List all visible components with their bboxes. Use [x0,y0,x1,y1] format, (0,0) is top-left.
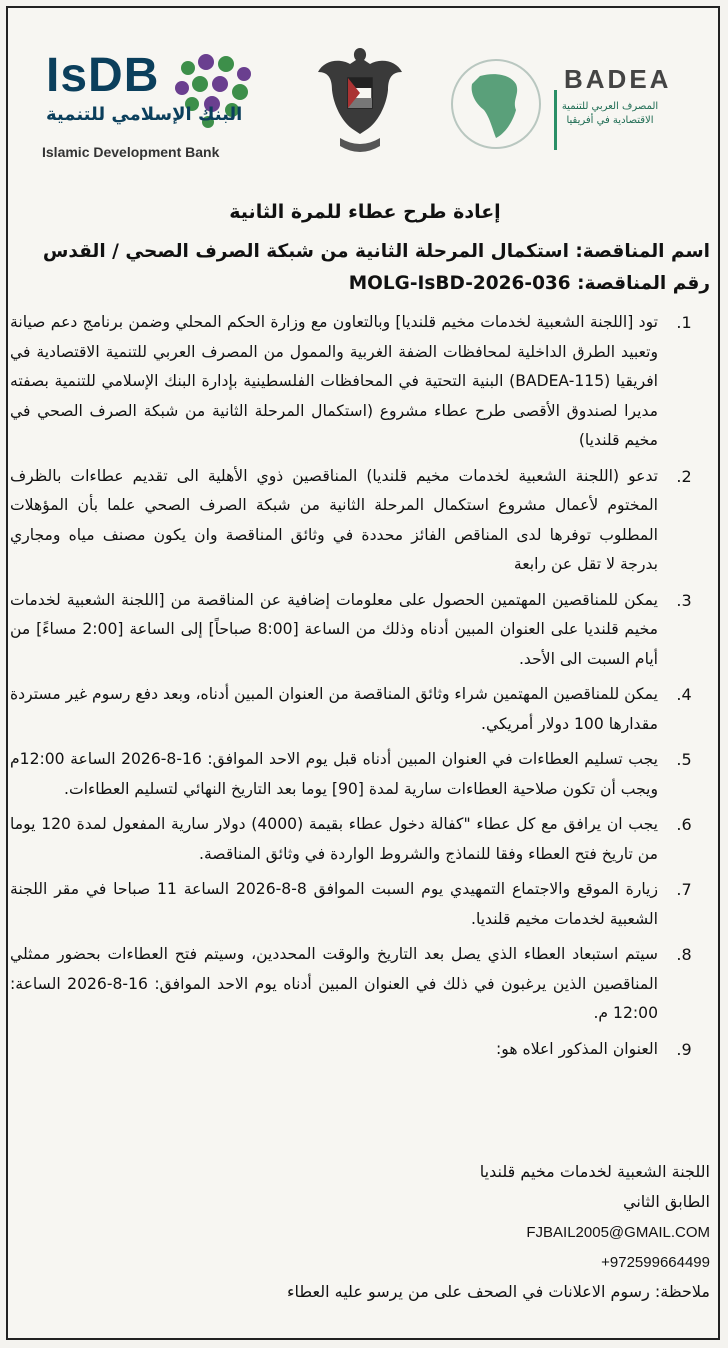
badea-logo-text: BADEA [564,64,672,94]
tender-reference: رقم المناقصة: MOLG-IsBD-2026-036 [348,273,710,294]
list-item [10,875,710,934]
item-text: العنوان المذكور اعلاه هو: [496,1039,658,1058]
address-email-row [20,1222,710,1241]
list-item [10,1035,710,1065]
note: ملاحظة: رسوم الاعلانات في الصحف على من يرسو عليه العطاء [287,1282,710,1301]
item-text: تود [اللجنة الشعبية لخدمات مخيم قلنديا] وبالتعاون مع وزارة الحكم المحلي وضمن برنامج دعم صيانة وتعبيد الطرق الداخلية لمحافظات الضفة الغربية والممول من المصرف العربي للتنمية الاقتصادية في افريقيا (BADEA-115) البنية التحتية في المحافظات الفلسطينية بإدارة البنك الإسلامي للتنمية بصفته مديرا لصندوق الأقصى طرح عطاء مشروع (استكمال المرحلة الثانية من شبكة الصرف الصحي في مخيم قلنديا) [10,313,658,449]
terms-list [10,308,710,1070]
isdb-logo [38,48,268,168]
announcement-heading: إعادة طرح عطاء للمرة الثانية [229,201,501,223]
list-item [10,308,710,456]
item-number: .4 [676,685,692,704]
tender-subject: اسم المناقصة: استكمال المرحلة الثانية من شبكة الصرف الصحي / القدس [42,241,710,262]
item-number: .3 [676,590,692,610]
item-number: .1 [676,313,692,332]
item-number: .5 [676,750,692,769]
item-text: يجب ان يرافق مع كل عطاء "كفالة دخول عطاء بقيمة (4000) دولار سارية المفعول لمدة 120 يوما من تاريخ فتح العطاء وفقا للنماذج والشروط الواردة في وثائق المناقصة. [10,815,658,863]
badea-logo-arabic: المصرف العربي للتنمية الاقتصادية في أفريقيا [561,101,659,126]
item-text: سيتم استبعاد العطاء الذي يصل بعد التاريخ والوقت المحددين، وسيتم فتح العطاءات بحضور ممثلي المناقصين الذين يرغبون في ذلك في العنوان المبين أدناه يوم الاحد الموافق: 16-8-2026 الساعة: 12:00 م. [10,945,658,1022]
item-number: .7 [676,880,692,899]
isdb-logo-text: IsDB [46,49,160,102]
list-item [10,745,710,804]
item-number: .2 [676,466,692,486]
list-item [10,462,710,580]
badea-logo [446,54,716,164]
list-item [10,810,710,869]
isdb-logo-english: Islamic Development Bank [42,144,220,160]
list-item [10,586,710,675]
logos-row [8,38,722,188]
item-text: تدعو (اللجنة الشعبية لخدمات مخيم قلنديا) المناقصين ذوي الأهلية الى تقديم عطاءات بالظرف المختوم لأعمال مشروع استكمال المرحلة الثانية من شبكة الصرف الصحي علما بأن المؤهلات المطلوب توفرها لدى المناقص الفائز محددة في وثائق المناقصة وان يكون مصنف مياه ومجاري بدرجة لا تقل عن رابعة [10,466,658,573]
palestine-eagle-emblem-icon [310,38,410,168]
list-item [10,680,710,739]
item-text: يمكن للمناقصين المهتمين الحصول على معلومات إضافية عن المناقصة من [اللجنة الشعبية لخدمات مخيم قلنديا على العنوان المبين أدناه وذلك من الساعة [8:00 صباحاً] إلى الساعة [2:00 مساءً] من أيام السبت الى الأحد. [10,590,659,668]
item-number: .6 [676,815,692,834]
announcement-frame [6,6,720,1340]
address-line-1: اللجنة الشعبية لخدمات مخيم قلنديا [479,1162,710,1181]
address-line-2: الطابق الثاني [622,1192,710,1211]
item-text: زيارة الموقع والاجتماع التمهيدي يوم السبت الموافق 8-8-2026 الساعة 11 صباحا في مقر اللجنة الشعبية لخدمات مخيم قلنديا. [10,880,659,928]
item-text: يمكن للمناقصين المهتمين شراء وثائق المناقصة من العنوان المبين أدناه، وبعد دفع رسوم غير مستردة مقدارها 100 دولار أمريكي. [9,685,658,733]
list-item [10,940,710,1029]
address-email[interactable]: FJBAIL2005@GMAIL.COM [526,1224,710,1241]
badea-africa-icon [446,54,546,154]
item-number: .8 [676,945,692,964]
item-number: .9 [676,1039,692,1059]
isdb-logo-arabic: البنك الإسلامي للتنمية [46,104,243,125]
item-text: يجب تسليم العطاءات في العنوان المبين أدناه قبل يوم الاحد الموافق: 16-8-2026 الساعة 12:00م ويجب أن تكون صلاحية العطاءات سارية لمدة [90] يوما بعد التاريخ النهائي لتسليم العطاءات. [10,750,658,798]
address-phone-row [20,1252,710,1271]
address-phone[interactable]: +972599664499 [601,1254,710,1271]
